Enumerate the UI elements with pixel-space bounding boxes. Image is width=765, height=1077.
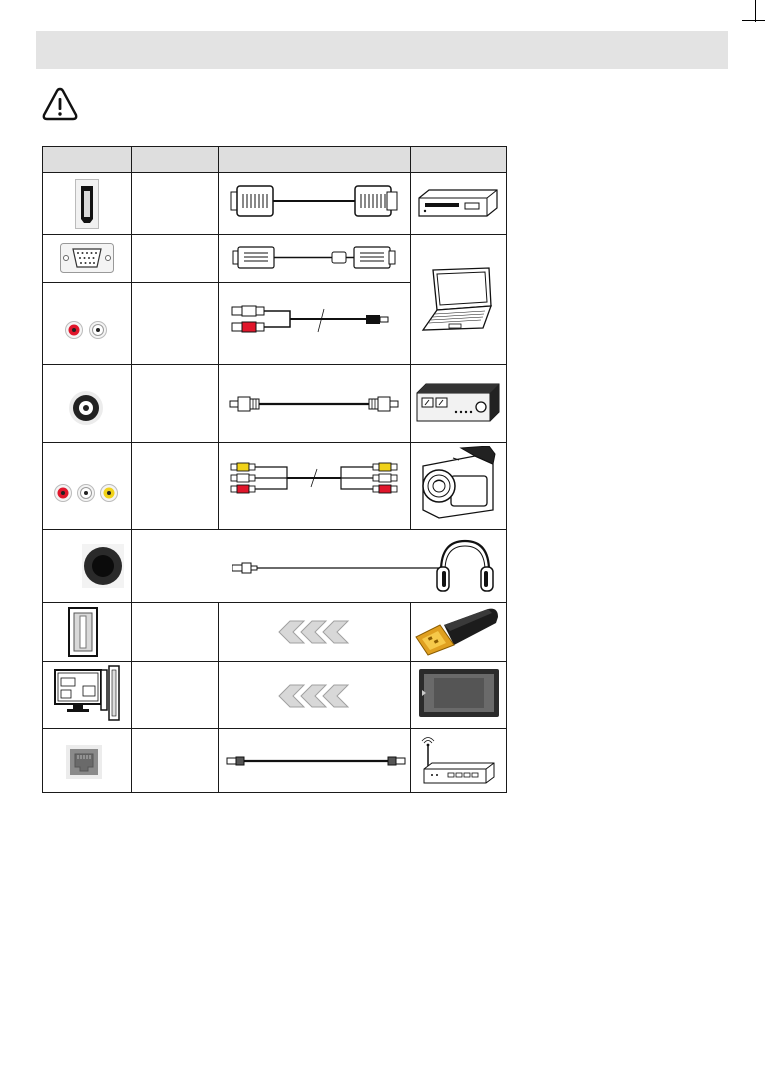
ethernet-port-icon (66, 745, 102, 779)
audio-amplifier-icon (416, 383, 500, 423)
connector-name-ci (132, 662, 218, 728)
laptop-icon (421, 266, 493, 332)
spdif-coax-port-icon (68, 390, 104, 426)
av-composite-cable-icon (229, 459, 399, 499)
blu-ray-player-icon (417, 188, 499, 218)
column-header-device (411, 147, 506, 172)
rca-to-jack-cable-icon (230, 302, 390, 342)
column-header-type (132, 147, 218, 172)
usb-port-icon (68, 607, 98, 657)
vga-cable-icon (232, 245, 397, 270)
column-header-cable (219, 147, 410, 172)
ethernet-cable-icon (226, 755, 406, 767)
router-icon (420, 735, 496, 787)
audio-rca-port-icon (63, 320, 109, 340)
headphone-cable-icon (232, 562, 444, 574)
cam-module-icon (418, 668, 500, 718)
headphones-icon (433, 537, 497, 597)
usb-stick-icon (414, 607, 500, 657)
connector-name-ethernet (132, 729, 218, 792)
connector-name-pc-audio (132, 283, 218, 364)
connector-name-vga (132, 235, 218, 282)
vga-port-icon (60, 243, 114, 273)
insert-arrows-icon (278, 684, 350, 708)
hdmi-port-icon (75, 179, 99, 229)
connector-name-usb (132, 603, 218, 661)
av-composite-port-icon (53, 483, 120, 503)
camcorder-icon (417, 446, 497, 522)
ci-slot-icon (53, 664, 123, 722)
connector-name-headphone (132, 530, 218, 602)
hdmi-cable-icon (229, 184, 399, 218)
column-header-connector (43, 147, 131, 172)
connector-name-av (132, 443, 218, 529)
insert-arrows-icon (278, 620, 350, 644)
headphone-jack-icon (82, 544, 124, 588)
connector-name-hdmi (132, 173, 218, 234)
connector-name-spdif (132, 365, 218, 442)
coaxial-cable-icon (229, 393, 399, 415)
